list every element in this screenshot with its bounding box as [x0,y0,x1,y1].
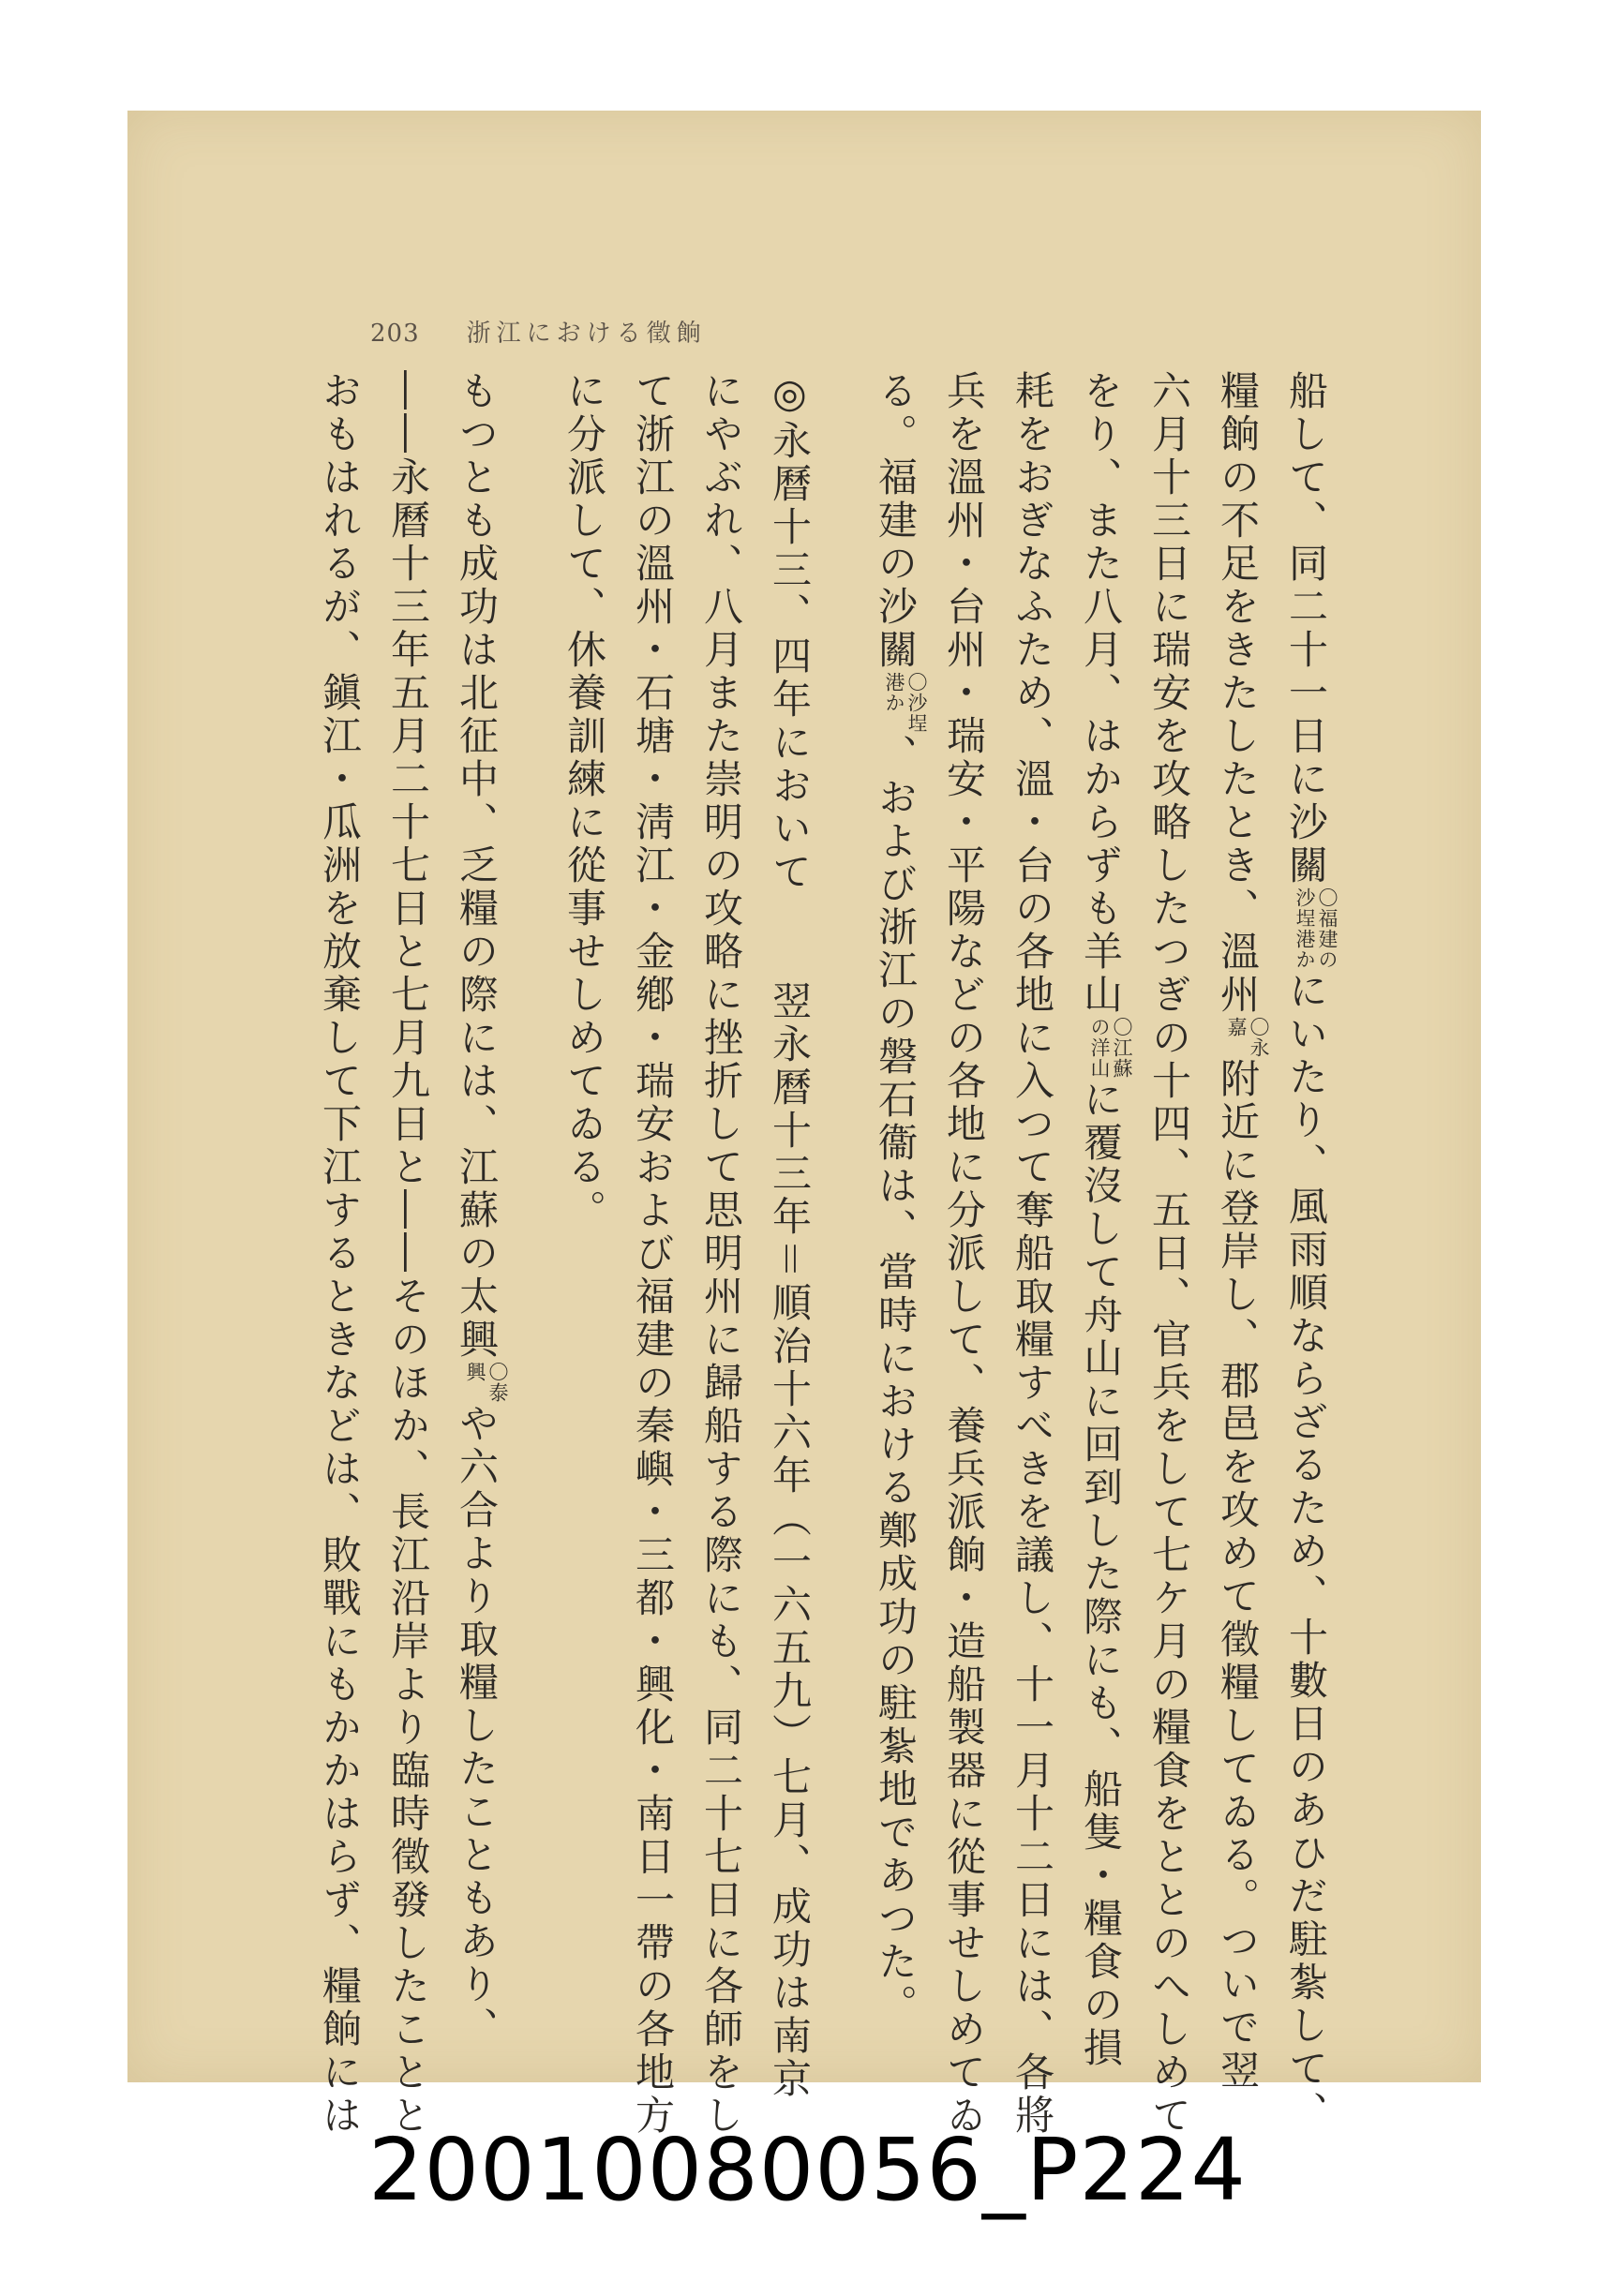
text-segment: 糧餉の不足をきたしたとき、溫州 [1215,370,1261,1017]
text-segment: 耗をおぎなふため、溫・台の各地に入つて奪船取糧すべきを議し、十一月十二日には、各將 [1009,370,1055,2138]
text-segment: ◎永曆十三、四年において 翌永曆十三年＝順治十六年（一六五九）七月、成功は南京 [767,370,813,2101]
inline-note [464,1362,509,1403]
text-segment: もつとも成功は北征中、乏糧の際には、江蘇の太興 [454,370,500,1362]
body-text [317,370,1340,2138]
inline-note-line: 〇江蘇 [1111,1017,1133,1079]
text-segment: にいたり、風雨順ならざるため、十數日のあひだ駐紮して、 [1283,970,1329,2134]
text-segment: て浙江の溫州・石塘・淸江・金鄕・瑞安および福建の秦嶼・三都・興化・南日一帶の各地方 [630,370,676,2138]
text-line [930,370,998,2138]
inline-note-line: 〇福建の [1316,887,1338,970]
text-line [755,370,861,2101]
archive-id-caption: 20010080056_P224 [368,2120,1247,2220]
text-line [1067,370,1135,2070]
text-segment: る。福建の沙關 [873,370,919,672]
inline-note-line: 港か [883,672,905,713]
inline-note-line: 嘉 [1225,1017,1248,1037]
inline-note [883,672,928,734]
text-line [1204,370,1272,2093]
text-segment: 、および浙江の磐石衞は、當時における鄭成功の駐紮地であつた。 [873,734,919,2027]
text-line [306,370,374,2138]
inline-note-line: 〇泰 [486,1362,509,1403]
text-line [687,370,755,2138]
inline-note [1225,1017,1270,1058]
text-line [861,370,930,2027]
text-segment: 兵を溫州・台州・瑞安・平陽などの各地に分派して、養兵派餉・造船製器に從事せしめてゐ [941,370,987,2138]
inline-note-line: の洋山 [1088,1017,1111,1079]
section-title: 浙江における徵餉 [466,320,707,348]
text-segment: 六月十三日に瑞安を攻略したつぎの十四、五日、官兵をして七ケ月の糧食をととのへしめて [1146,370,1192,2138]
text-segment: に分派して、休養訓練に從事せしめてゐる。 [561,370,607,1232]
text-line [442,370,550,2050]
page-number: 203 [370,320,420,348]
text-segment: をり、また八月、はからずも羊山 [1078,370,1124,1017]
text-line [1272,370,1340,2134]
inline-note-line: 興 [464,1362,486,1382]
inline-note [1293,887,1338,970]
text-segment: 附近に登岸し、郡邑を攻めて徵糧してゐる。ついで翌 [1215,1058,1261,2093]
text-segment: にやぶれ、八月また崇明の攻略に挫折して思明州に歸船する際にも、同二十七日に各師をし [698,370,744,2138]
running-head [370,314,707,349]
text-segment: おもはれるが、鎭江・瓜洲を放棄して下江するときなどは、敗戰にもかかはらず、糧餉には [317,370,363,2138]
text-line [374,370,442,2138]
text-line [550,370,619,1785]
inline-note-line: 〇永 [1248,1017,1270,1058]
inline-note-line: 〇沙埕 [905,672,928,734]
inline-note-line: 沙埕港か [1293,887,1316,970]
text-segment: ――永曆十三年五月二十七日と七月九日と――そのほか、長江沿岸より臨時徵發したことと [385,370,431,2138]
text-line [998,370,1067,2138]
text-segment: や六合より取糧したこともあり、 [454,1403,500,2050]
text-line [1135,370,1204,2138]
text-segment: に覆沒して舟山に回到した際にも、船隻・糧食の損 [1078,1079,1124,2070]
inline-note [1088,1017,1133,1079]
text-line [619,370,687,2138]
text-segment: 船して、同二十一日に沙關 [1283,370,1329,887]
